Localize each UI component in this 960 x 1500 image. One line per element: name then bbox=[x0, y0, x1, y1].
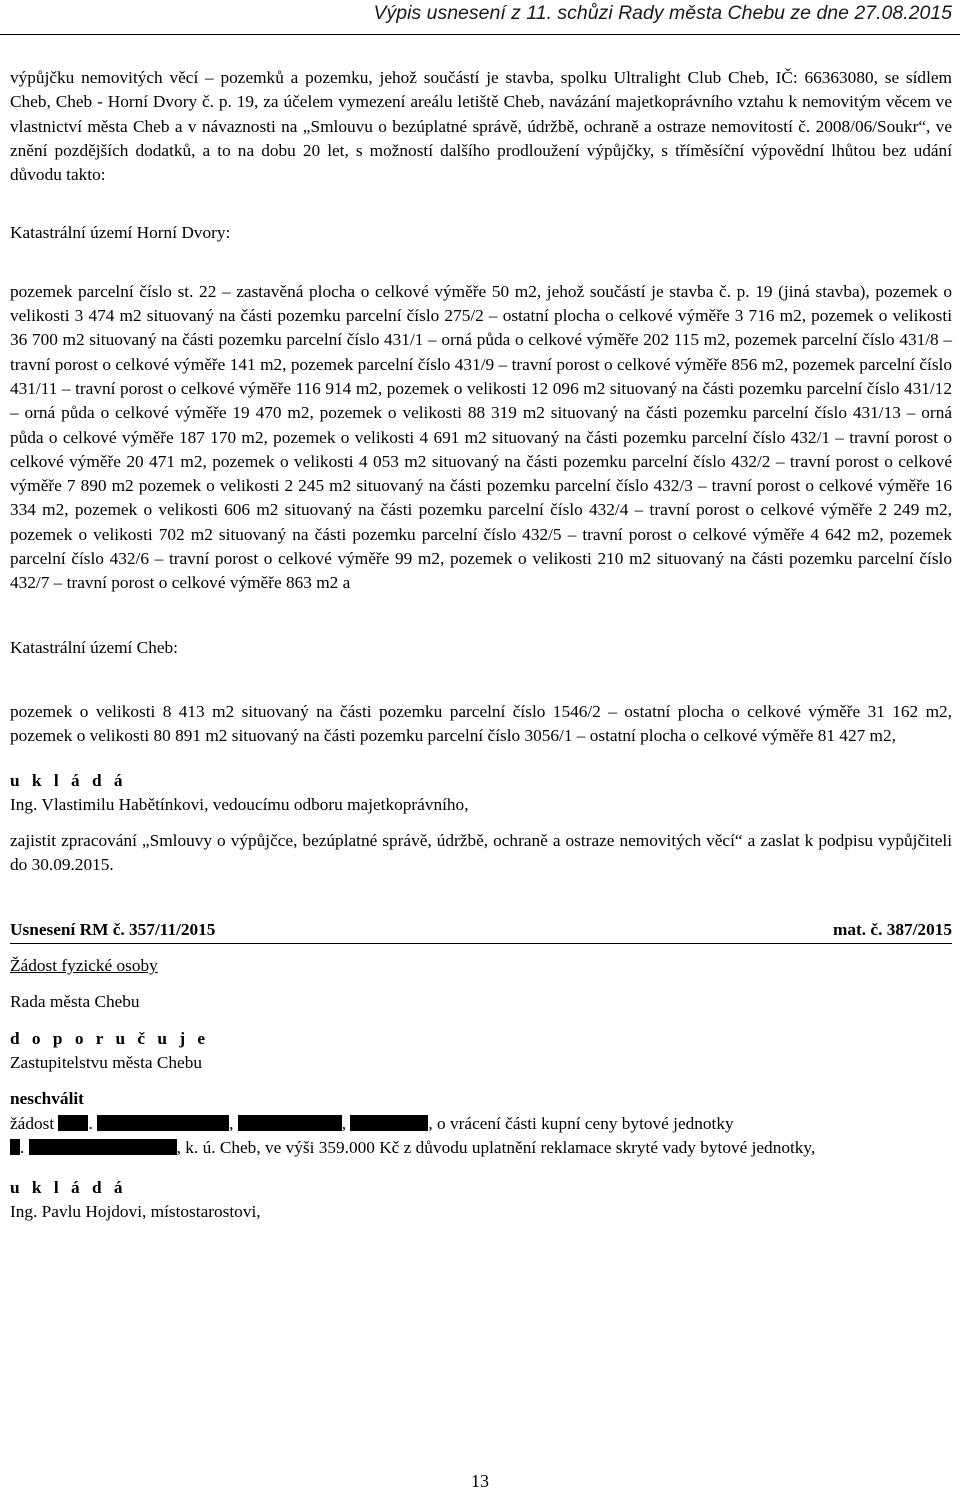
council-name: Rada města Chebu bbox=[10, 992, 140, 1012]
resolution-number: Usnesení RM č. 357/11/2015 bbox=[10, 919, 216, 939]
page-header: Výpis usnesení z 11. schůzi Rady města Chebu ze dne 27.08.2015 bbox=[373, 2, 952, 24]
request-detail: . , k. ú. Cheb, ve výši 359.000 Kč z důvodu uplatnění reklamace skryté vady bytové jednotky, bbox=[10, 1136, 952, 1160]
request-line: žádost . , , , o vrácení části kupní ceny bytové jednotky bbox=[10, 1113, 734, 1133]
redaction-block bbox=[238, 1115, 342, 1131]
resolution-subject: Žádost fyzické osoby bbox=[10, 956, 158, 976]
assembly-name: Zastupitelstvu města Chebu bbox=[10, 1052, 202, 1072]
redaction-block bbox=[350, 1115, 428, 1131]
parcels-cheb: pozemek o velikosti 8 413 m2 situovaný na části pozemku parcelní číslo 1546/2 – ostatní plocha o celkové výměře 31 162 m2, pozemek o velikosti 80 891 m2 situovaný na části pozemku parcelní číslo 3056/1 – ostatní plocha o celkové výměře 81 427 m2, bbox=[10, 701, 952, 746]
redaction-block bbox=[97, 1115, 229, 1131]
instructs-heading-1: u k l á d á bbox=[10, 770, 127, 790]
cadastral-area-horni-dvory: Katastrální území Horní Dvory: bbox=[10, 223, 231, 243]
resolution-header bbox=[10, 918, 952, 944]
responsible-person-1: Ing. Vlastimilu Habětínkovi, vedoucímu odboru majetkoprávního, bbox=[10, 794, 469, 814]
cadastral-area-cheb: Katastrální území Cheb: bbox=[10, 637, 178, 657]
instructs-heading-2: u k l á d á bbox=[10, 1178, 127, 1198]
reject-heading: neschválit bbox=[10, 1089, 84, 1109]
material-number: mat. č. 387/2015 bbox=[832, 919, 952, 939]
redaction-block bbox=[58, 1115, 88, 1131]
redaction-block bbox=[10, 1139, 20, 1155]
loan-paragraph: výpůjčku nemovitých věcí – pozemků a pozemku, jehož součástí je stavba, spolku Ultralight Club Cheb, IČ: 66363080, se sídlem Cheb, Cheb - Horní Dvory č. p. 19, za účelem vymezení areálu letiště Cheb, navázání majetkoprávního vztahu k nemovitým věcem ve vlastnictví města Cheb a v návaznosti na „Smlouvu o bezúplatné správě, údržbě, ochraně a ostraze nemovitostí č. 2008/06/Soukr“, ve znění pozdějších dodatků, a to na dobu 20 let, s možností dalšího prodloužení výpůjčky, s tříměsíční výpovědní lhůtou bez udání důvodu takto: bbox=[10, 68, 952, 185]
task-1: zajistit zpracování „Smlouvy o výpůjčce, bezúplatné správě, údržbě, ochraně a ostraze nemovitých věcí“ a zaslat k podpisu vypůjčiteli do 30.09.2015. bbox=[10, 831, 952, 875]
request-word: žádost bbox=[10, 1113, 55, 1133]
parcels-horni-dvory: pozemek parcelní číslo st. 22 – zastavěná plocha o celkové výměře 50 m2, jehož součástí je stavba č. p. 19 (jiná stavba), pozemek o velikosti 3 474 m2 situovaný na části pozemku parcelní číslo 275/2 – ostatní plocha o celkové výměře 3 716 m2, pozemek o velikosti 36 700 m2 situovaný na části pozemku parcelní číslo 431/1 – orná půda o celkové výměře 202 115 m2, pozemek parcelní číslo 431/8 – travní porost o celkové výměře 141 m2, pozemek parcelní číslo 431/9 – travní porost o celkové výměře 856 m2, pozemek parcelní číslo 431/11 – travní porost o celkové výměře 116 914 m2, pozemek o velikosti 12 096 m2 situovaný na části pozemku parcelní číslo 431/12 – orná půda o celkové výměře 19 470 m2, pozemek o velikosti 88 319 m2 situovaný na části pozemku parcelní číslo 431/13 – orná půda o celkové výměře 187 170 m2, pozemek o velikosti 4 691 m2 situovaný na části pozemku parcelní číslo 432/1 – travní porost o celkové výměře 20 471 m2, pozemek o velikosti 4 053 m2 situovaný na části pozemku parcelní číslo 432/2 – travní porost o celkové výměře 7 890 m2 pozemek o velikosti 2 245 m2 situovaný na části pozemku parcelní číslo 432/3 – travní porost o celkové výměře 16 334 m2, pozemek o velikosti 606 m2 situovaný na části pozemku parcelní číslo 432/4 – travní porost o celkové výměře 2 249 m2, pozemek o velikosti 702 m2 situovaný na části pozemku parcelní číslo 432/5 – travní porost o celkové výměře 4 642 m2, pozemek parcelní číslo 432/6 – travní porost o celkové výměře 99 m2, pozemek o velikosti 210 m2 situovaný na části pozemku parcelní číslo 432/7 – travní porost o celkové výměře 863 m2 a bbox=[10, 281, 952, 593]
responsible-person-2: Ing. Pavlu Hojdovi, místostarostovi, bbox=[10, 1202, 261, 1222]
header-rule bbox=[0, 34, 960, 35]
redaction-block bbox=[29, 1139, 177, 1155]
document-body bbox=[10, 66, 952, 1225]
request-tail: , o vrácení části kupní ceny bytové jednotky bbox=[428, 1113, 734, 1133]
recommends-heading: d o p o r u č u j e bbox=[10, 1028, 210, 1048]
request-detail-text: , k. ú. Cheb, ve výši 359.000 Kč z důvodu uplatnění reklamace skryté vady bytové jednotky, bbox=[176, 1137, 816, 1157]
page-number: 13 bbox=[471, 1471, 489, 1491]
